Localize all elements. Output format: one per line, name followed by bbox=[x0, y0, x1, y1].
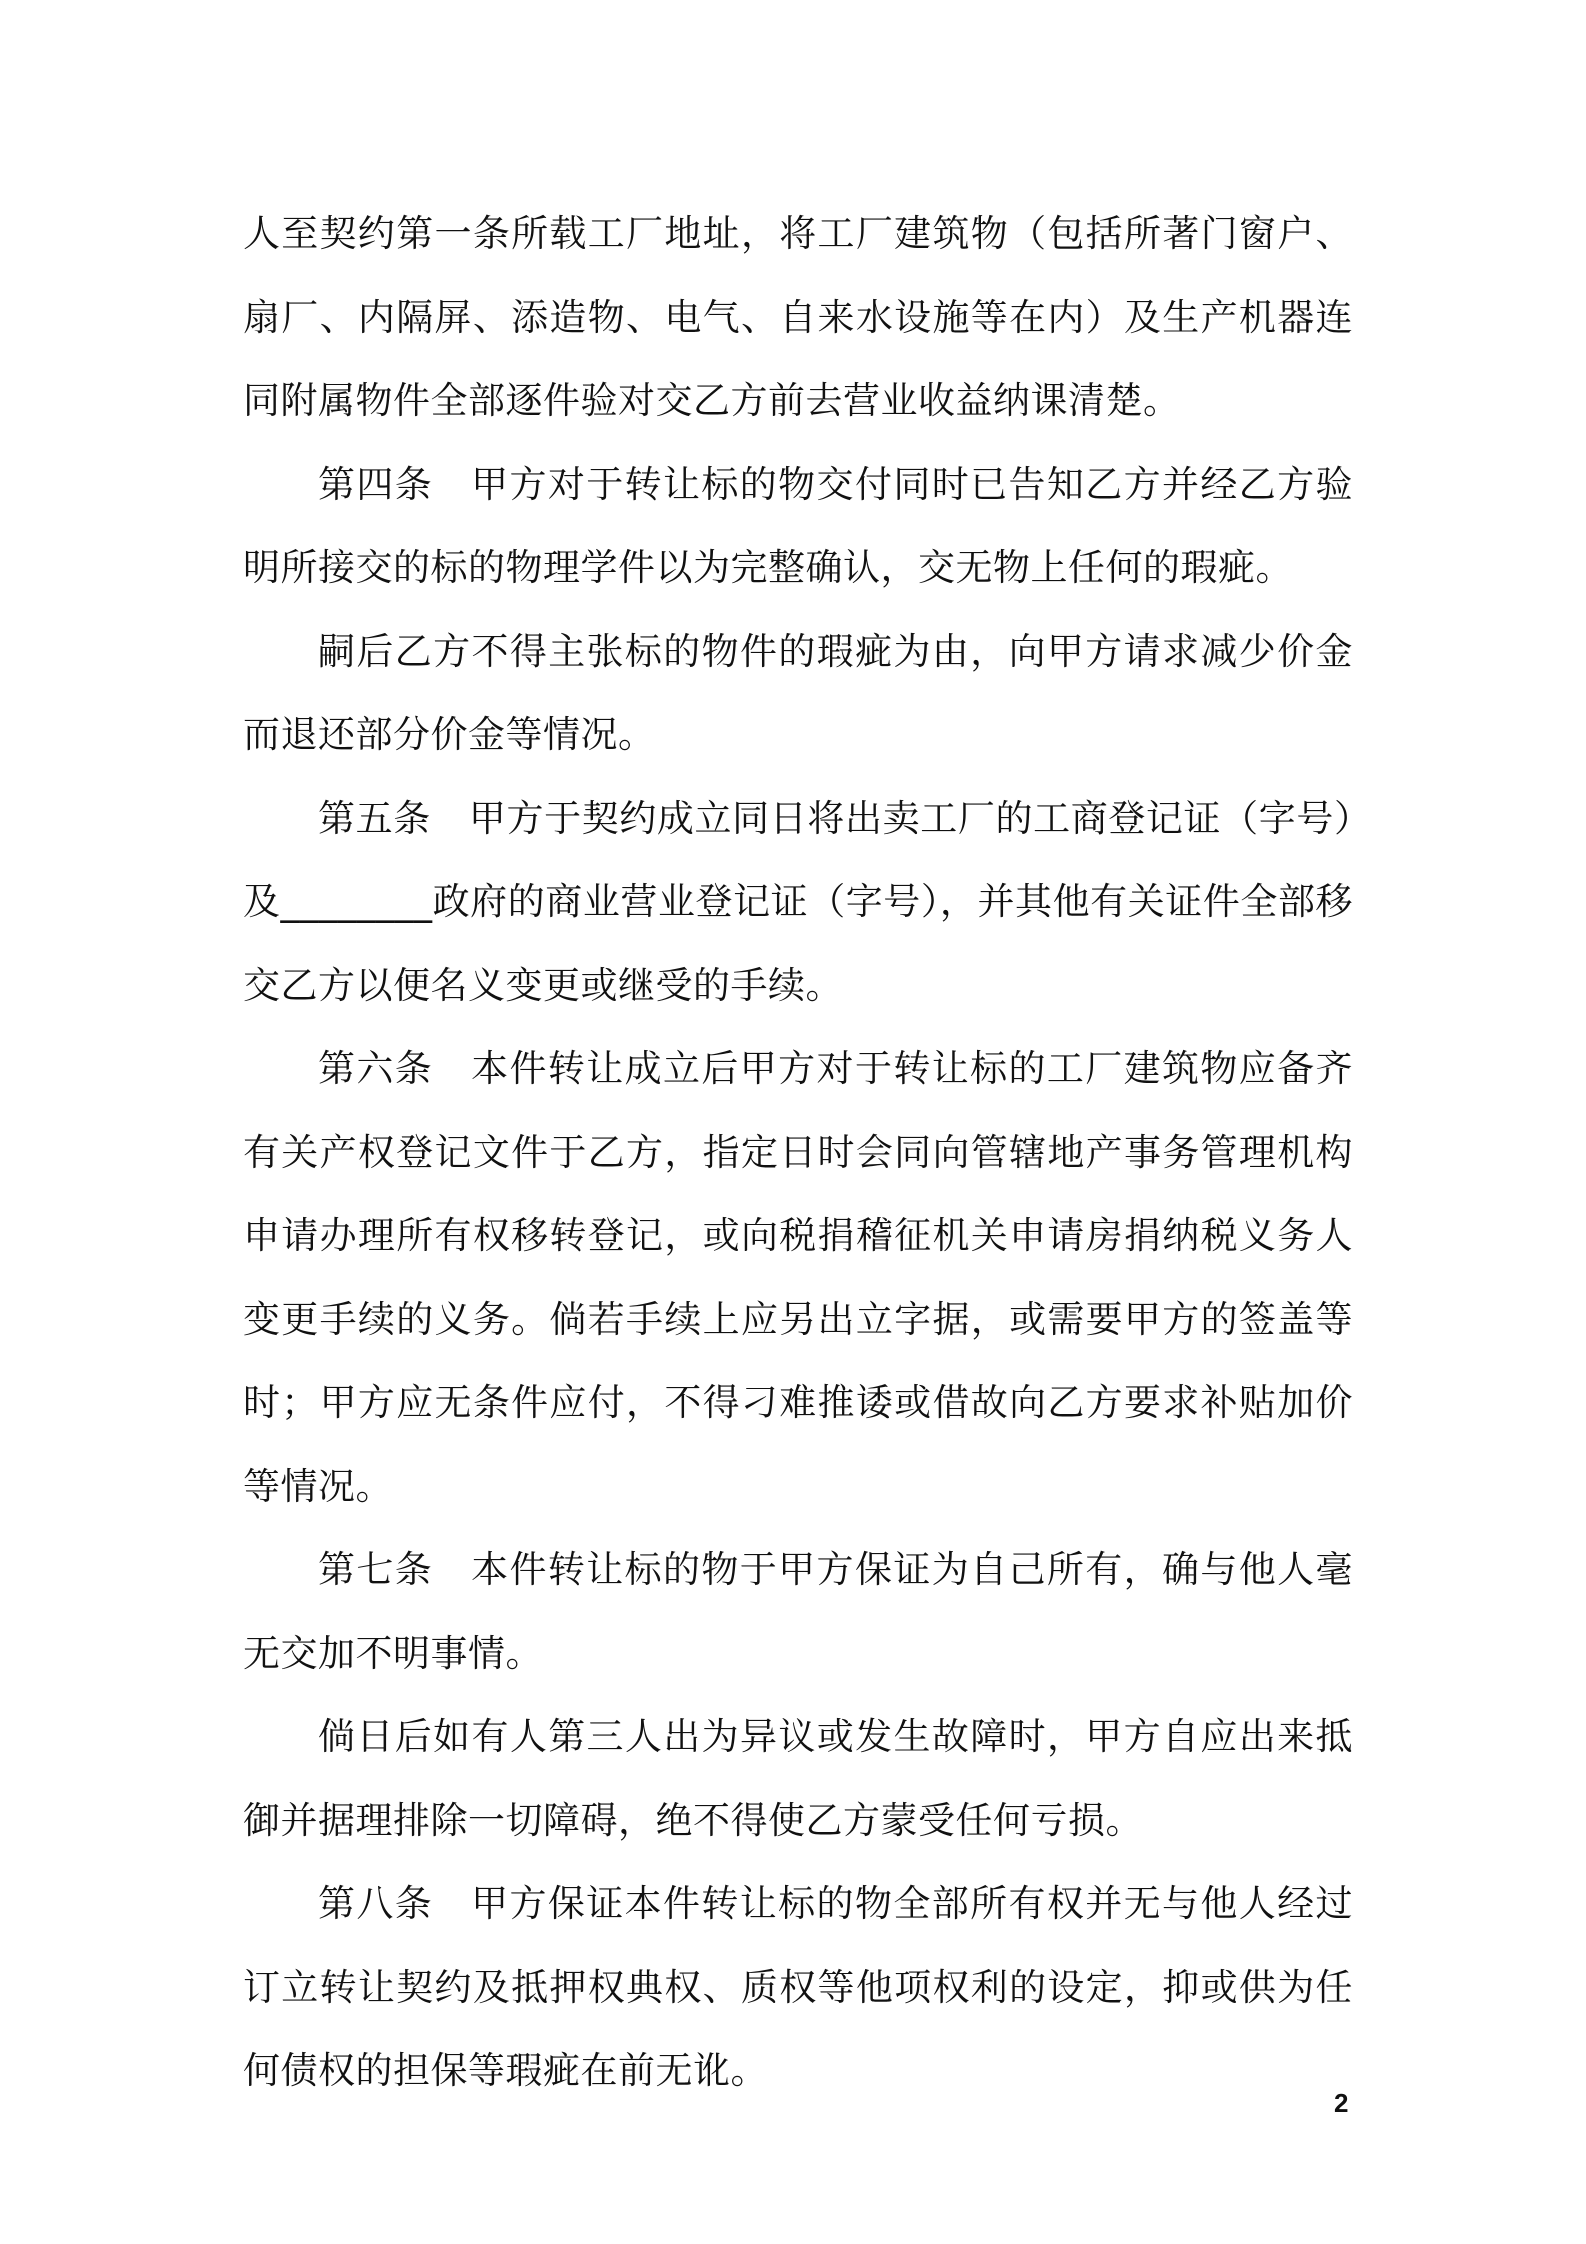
paragraph-text: 人至契约第一条所载工厂地址，将工厂建筑物（包括所著门窗户、扇厂、内隔屏、添造物、电气、自来水设施等在内）及生产机器连同附属物件全部逐件验对交乙方前去营业收益纳课清楚。 bbox=[243, 212, 1353, 422]
paragraph-article-7-sub bbox=[243, 1695, 1353, 1862]
article-heading: 第七条 bbox=[318, 1548, 434, 1591]
paragraph-text: 倘日后如有人第三人出为异议或发生故障时，甲方自应出来抵御并据理排除一切障碍，绝不得使乙方蒙受任何亏损。 bbox=[243, 1715, 1353, 1842]
document-body bbox=[243, 192, 1353, 2113]
paragraph-article-7 bbox=[243, 1528, 1353, 1695]
article-heading: 第六条 bbox=[318, 1047, 434, 1090]
paragraph-article-6 bbox=[243, 1027, 1353, 1528]
page-number: 2 bbox=[1334, 2088, 1349, 2118]
paragraph-text: 甲方对于转让标的物交付同时已告知乙方并经乙方验明所接交的标的物理学件以为完整确认，交无物上任何的瑕疵。 bbox=[243, 462, 1353, 589]
paragraph-continuation bbox=[243, 192, 1353, 443]
paragraph-article-5 bbox=[243, 777, 1353, 1028]
paragraph-article-8 bbox=[243, 1862, 1353, 2113]
paragraph-article-4 bbox=[243, 443, 1353, 610]
article-heading: 第八条 bbox=[318, 1882, 434, 1925]
article-heading: 第五条 bbox=[318, 796, 431, 840]
paragraph-text: 甲方保证本件转让标的物全部所有权并无与他人经过订立转让契约及抵押权典权、质权等他项权利的设定，抑或供为任何债权的担保等瑕疵在前无讹。 bbox=[243, 1882, 1353, 2092]
article-heading: 第四条 bbox=[318, 462, 434, 506]
paragraph-text: 嗣后乙方不得主张标的物件的瑕疵为由，向甲方请求减少价金而退还部分价金等情况。 bbox=[243, 629, 1353, 756]
paragraph-text: 甲方于契约成立同日将出卖工厂的工商登记证（字号）及________政府的商业营业登记证（字号），并其他有关证件全部移交乙方以便名义变更或继受的手续。 bbox=[243, 796, 1354, 1007]
paragraph-article-4-sub bbox=[243, 610, 1353, 777]
paragraph-text: 本件转让成立后甲方对于转让标的工厂建筑物应备齐有关产权登记文件于乙方，指定日时会同向管辖地产事务管理机构申请办理所有权移转登记，或向税捐稽征机关申请房捐纳税义务人变更手续的义务。倘若手续上应另出立字据，或需要甲方的签盖等时；甲方应无条件应付，不得刁难推诿或借故向乙方要求补贴加价等情况。 bbox=[243, 1047, 1353, 1508]
paragraph-text: 本件转让标的物于甲方保证为自己所有，确与他人毫无交加不明事情。 bbox=[243, 1548, 1353, 1675]
